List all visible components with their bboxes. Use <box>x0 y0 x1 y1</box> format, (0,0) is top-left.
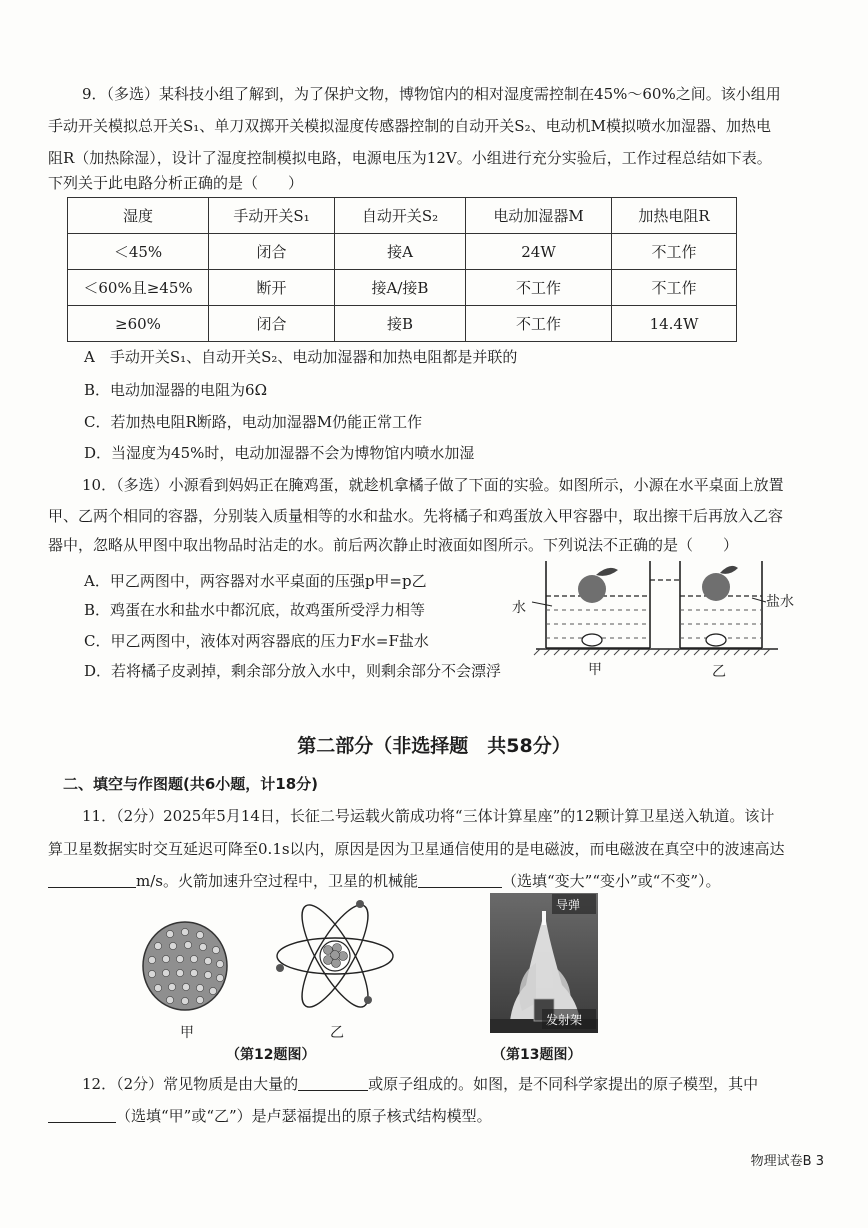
q10-line2: 甲、乙两个相同的容器，分别装入质量相等的水和盐水。先将橘子和鸡蛋放入甲容器中，取出擦干后再放入乙容 <box>48 507 784 525</box>
fig13-rocket-photo <box>490 893 598 1033</box>
q11-line3-b: （选填“变大”“变小”或“不变”）。 <box>501 872 721 890</box>
fig12-caption: （第12题图） <box>226 1047 316 1063</box>
q10-line1: 10．（多选）小源看到妈妈正在腌鸡蛋，就趁机拿橘子做了下面的实验。如图所示，小源在水平桌面上放置 <box>82 476 784 494</box>
label-salt-water: 盐水 <box>766 594 794 610</box>
table-header-cell: 手动开关S₁ <box>209 198 335 234</box>
section-subtitle: 二、填空与作图题(共6小题，计18分) <box>63 775 319 793</box>
leaf-icon <box>720 566 738 574</box>
q9-option-d: D．当湿度为45%时，电动加湿器不会为博物馆内喷水加湿 <box>84 444 475 462</box>
q9-line3: 阻R（加热除湿），设计了湿度控制模拟电路，电源电压为12V。小组进行充分实验后，工作过程总结如下表。 <box>48 149 772 167</box>
table-cell: 不工作 <box>612 270 737 306</box>
part-two-title: 第二部分（非选择题 共58分） <box>297 735 571 757</box>
container-jia <box>546 561 650 648</box>
fig12-yi-nuclear-model <box>270 896 400 1016</box>
q9-option-a: A 手动开关S₁、自动开关S₂、电动加湿器和加热电阻都是并联的 <box>84 348 518 366</box>
table-cell: ＜45% <box>68 234 209 270</box>
egg-icon <box>582 634 602 646</box>
q9-option-c: C．若加热电阻R断路，电动加湿器M仍能正常工作 <box>84 413 423 431</box>
label-yi: 乙 <box>712 664 726 680</box>
q11-line3 <box>48 870 721 892</box>
fig13-caption: （第13题图） <box>492 1047 582 1063</box>
q10-option-c: C．甲乙两图中，液体对两容器底的压力F水=F盐水 <box>84 632 429 650</box>
label-jia: 甲 <box>588 662 602 678</box>
q10-option-a: A．甲乙两图中，两容器对水平桌面的压强p甲=p乙 <box>84 572 427 590</box>
answer-blank[interactable] <box>48 871 136 888</box>
missile-icon <box>542 911 546 925</box>
answer-blank[interactable] <box>298 1074 368 1091</box>
table-header-cell: 电动加湿器M <box>466 198 612 234</box>
orange-icon <box>702 573 730 601</box>
q11-line1: 11．（2分）2025年5月14日，长征二号运载火箭成功将“三体计算星座”的12颗计算卫星送入轨道。该计 <box>82 807 775 825</box>
table-header-cell: 加热电阻R <box>612 198 737 234</box>
answer-blank[interactable] <box>418 871 502 888</box>
table-cell: 断开 <box>209 270 335 306</box>
q12-line1 <box>82 1073 758 1095</box>
label-water: 水 <box>512 600 526 616</box>
table-header-cell: 自动开关S₂ <box>335 198 466 234</box>
fig12-jia-pudding-model <box>140 918 230 1018</box>
table-cell: 不工作 <box>466 306 612 342</box>
fig13-label-missile: 导弹 <box>556 898 581 912</box>
table-cell: 24W <box>466 234 612 270</box>
q11-line2: 算卫星数据实时交互延迟可降至0.1s以内，原因是因为卫星通信使用的是电磁波，而电磁波在真空中的波速高达 <box>48 840 785 858</box>
q11-line3-a: m/s。火箭加速升空过程中，卫星的机械能 <box>136 872 418 890</box>
page-footer: 物理试卷B 3 <box>750 1154 824 1169</box>
fig12-label-yi: 乙 <box>330 1025 344 1041</box>
table-cell: 闭合 <box>209 306 335 342</box>
answer-blank[interactable] <box>48 1106 116 1123</box>
table-row <box>68 306 737 342</box>
q10-figure <box>512 556 820 686</box>
q12-line1-a: 12．（2分）常见物质是由大量的 <box>82 1075 299 1093</box>
table-cell: 闭合 <box>209 234 335 270</box>
container-yi <box>680 561 762 648</box>
table-row <box>68 234 737 270</box>
q9-table <box>67 197 737 342</box>
table-cell: 接A <box>335 234 466 270</box>
orange-icon <box>578 575 606 603</box>
table-header-row <box>68 198 737 234</box>
table-row <box>68 270 737 306</box>
table-cell: 不工作 <box>466 270 612 306</box>
q9-line2: 手动开关模拟总开关S₁、单刀双掷开关模拟湿度传感器控制的自动开关S₂、电动机M模拟喷水加湿器、加热电 <box>48 117 771 135</box>
egg-icon <box>706 634 726 646</box>
table-header-cell: 湿度 <box>68 198 209 234</box>
fig12-label-jia: 甲 <box>180 1025 194 1041</box>
table-cell: 接A/接B <box>335 270 466 306</box>
q10-option-b: B．鸡蛋在水和盐水中都沉底，故鸡蛋所受浮力相等 <box>84 601 426 619</box>
q12-line2-b: （选填“甲”或“乙”）是卢瑟福提出的原子核式结构模型。 <box>116 1107 492 1125</box>
table-cell: 不工作 <box>612 234 737 270</box>
q12-line2 <box>48 1105 492 1127</box>
q9-option-b: B．电动加湿器的电阻为6Ω <box>84 381 268 399</box>
leaf-icon <box>596 568 618 576</box>
table-cell: ＜60%且≥45% <box>68 270 209 306</box>
q10-line3: 器中，忽略从甲图中取出物品时沾走的水。前后两次静止时液面如图所示。下列说法不正确的是（ ） <box>48 536 739 554</box>
q10-option-d: D．若将橘子皮剥掉，剩余部分放入水中，则剩余部分不会漂浮 <box>84 662 502 680</box>
fig13-label-launcher: 发射架 <box>546 1013 583 1027</box>
table-cell: 14.4W <box>612 306 737 342</box>
q9-line4: 下列关于此电路分析正确的是（ ） <box>48 174 304 192</box>
table-cell: 接B <box>335 306 466 342</box>
q12-line1-b: 或原子组成的。如图，是不同科学家提出的原子模型，其中 <box>368 1075 759 1093</box>
table-cell: ≥60% <box>68 306 209 342</box>
q9-line1: 9．（多选）某科技小组了解到，为了保护文物，博物馆内的相对湿度需控制在45%～60%之间。该小组用 <box>82 85 781 103</box>
